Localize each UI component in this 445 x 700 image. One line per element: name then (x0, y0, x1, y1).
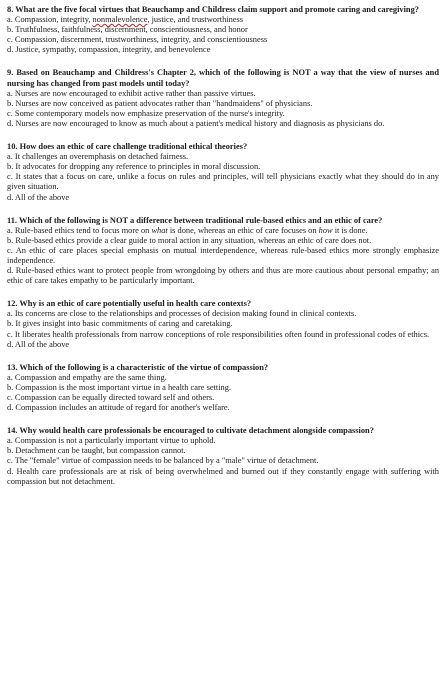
option-letter: a. (7, 225, 13, 235)
option-letter: c. (7, 245, 13, 255)
answer-option (7, 436, 439, 446)
option-letter: c. (7, 35, 13, 45)
question-prompt: What are the five focal virtues that Beauchamp and Childress claim support and promote caring and caregiving? (15, 5, 419, 14)
option-letter: c. (7, 329, 13, 339)
answer-option (7, 89, 439, 99)
answer-option (7, 236, 439, 246)
option-letter: a. (7, 372, 13, 382)
option-letter: c. (7, 456, 13, 466)
option-letter: a. (7, 436, 13, 446)
option-text: All of the above (14, 192, 70, 202)
answer-option (7, 119, 439, 129)
question-9 (7, 68, 439, 129)
answer-option (7, 109, 439, 119)
option-text: is done, whereas an ethic of care focuses on (167, 225, 319, 235)
question-text (7, 216, 439, 226)
question-number: 14. (7, 426, 18, 436)
answer-option (7, 162, 439, 172)
option-text: It advocates for dropping any reference to principles in moral discussion. (15, 162, 261, 172)
answer-option (7, 45, 439, 55)
option-letter: d. (7, 118, 14, 128)
question-text (7, 68, 439, 88)
option-text: Nurses are now conceived as patient advocates rather than "handmaidens" of physicians. (15, 98, 313, 108)
option-letter: d. (7, 403, 14, 413)
option-letter: b. (7, 446, 14, 456)
option-text: Compassion is the most important virtue in a health care setting. (15, 382, 231, 392)
answer-option (7, 340, 439, 350)
option-text: Rule-based ethics tend to focus more on (14, 225, 152, 235)
question-number: 12. (7, 299, 18, 309)
option-letter: a. (7, 88, 13, 98)
option-letter: a. (7, 152, 13, 162)
option-text: Nurses are now encouraged to know as much about a patient's medical history and diagnosis as physicians do. (15, 118, 385, 128)
option-letter: b. (7, 235, 14, 245)
spellcheck-flagged-word: nonmalevolence (92, 15, 148, 25)
option-text: Truthfulness, faithfulness, discernment, conscientiousness, and honor (15, 25, 248, 35)
option-letter: b. (7, 162, 14, 172)
option-text: Compassion is not a particularly important virtue to uphold. (14, 436, 216, 446)
option-text: Rule-based ethics provide a clear guide to moral action in any situation, whereas an ethic of care does not. (15, 235, 372, 245)
question-text (7, 5, 439, 15)
emphasized-word: how (318, 225, 333, 235)
option-letter: d. (7, 339, 14, 349)
option-text: Some contemporary models now emphasize preservation of the nurse's integrity. (14, 108, 285, 118)
question-text (7, 363, 439, 373)
option-letter: d. (7, 466, 14, 476)
option-text: It states that a focus on care, unlike a focus on rules and principles, will tell physicians exactly what they should do in any given situation. (7, 172, 439, 192)
option-text: It gives insight into basic commitments of caring and caretaking. (15, 319, 233, 329)
option-text: Rule-based ethics want to protect people from wrongdoing by others and thus are more cautious about personal empathy; an ethic of care takes empathy to be particularly important. (7, 266, 440, 286)
answer-option (7, 319, 439, 329)
question-10 (7, 142, 439, 203)
option-letter: c. (7, 172, 13, 182)
option-letter: b. (7, 98, 14, 108)
question-prompt: Based on Beauchamp and Childress's Chapter 2, which of the following is NOT a way that the view of nurses and nursing has changed from past models until today? (7, 68, 439, 88)
answer-option (7, 403, 439, 413)
question-number: 8. (7, 5, 14, 14)
answer-option (7, 246, 439, 266)
answer-option (7, 330, 439, 340)
answer-option (7, 172, 439, 192)
option-text: All of the above (14, 339, 70, 349)
answer-option (7, 373, 439, 383)
option-letter: a. (7, 15, 13, 25)
option-letter: d. (7, 45, 14, 55)
option-text: Justice, sympathy, compassion, integrity, and benevolence (15, 45, 211, 55)
emphasized-word: what (151, 225, 168, 235)
option-text: Compassion, discernment, trustworthiness, integrity, and conscientiousness (14, 35, 268, 45)
option-text: Detachment can be taught, but compassion cannot. (15, 446, 186, 456)
option-text: Nurses are now encouraged to exhibit active rather than passive virtues. (14, 88, 256, 98)
answer-option (7, 393, 439, 403)
question-11 (7, 216, 439, 287)
question-13 (7, 363, 439, 413)
question-number: 10. (7, 142, 18, 152)
question-text (7, 142, 439, 152)
option-text: Compassion, integrity, (14, 15, 93, 25)
option-letter: d. (7, 266, 14, 276)
answer-option (7, 383, 439, 393)
option-letter: c. (7, 393, 13, 402)
answer-option (7, 456, 439, 466)
option-letter: d. (7, 192, 14, 202)
option-letter: c. (7, 108, 13, 118)
question-number: 11. (7, 215, 18, 225)
answer-option (7, 309, 439, 319)
question-prompt: Why is an ethic of care potentially useful in health care contexts? (19, 299, 252, 309)
answer-option (7, 467, 439, 487)
answer-option (7, 266, 439, 286)
answer-option (7, 226, 439, 236)
question-prompt: How does an ethic of care challenge traditional ethical theories? (19, 142, 248, 152)
question-text (7, 426, 439, 436)
option-text: Health care professionals are at risk of being overwhelmed and burned out if they constantly engage with suffering with compassion but not detachment. (7, 466, 439, 486)
option-text: Compassion includes an attitude of regard for another's welfare. (15, 403, 230, 413)
option-text: , justice, and trustworthiness (147, 15, 244, 25)
option-text: Compassion and empathy are the same thing. (14, 372, 167, 382)
answer-option (7, 193, 439, 203)
option-letter: a. (7, 309, 13, 319)
question-12 (7, 299, 439, 349)
answer-option (7, 25, 439, 35)
answer-option (7, 99, 439, 109)
question-prompt: Why would health care professionals be encouraged to cultivate detachment alongside compassion? (19, 426, 374, 436)
question-prompt: Which of the following is NOT a difference between traditional rule-based ethics and an ethic of care? (18, 215, 383, 225)
question-14 (7, 426, 439, 487)
option-text: It challenges an overemphasis on detached fairness. (14, 152, 189, 162)
answer-option (7, 15, 439, 25)
option-letter: b. (7, 382, 14, 392)
answer-option (7, 152, 439, 162)
answer-option (7, 446, 439, 456)
question-8 (7, 5, 439, 55)
question-number: 9. (7, 68, 14, 78)
option-text: Compassion can be equally directed toward self and others. (14, 393, 215, 402)
question-prompt: Which of the following is a characteristic of the virtue of compassion? (19, 362, 269, 372)
option-letter: b. (7, 319, 14, 329)
option-letter: b. (7, 25, 14, 35)
option-text: it is done. (332, 225, 368, 235)
question-text (7, 299, 439, 309)
option-text: It liberates health professionals from narrow conceptions of role responsibilities often found in professional codes of ethics. (14, 329, 430, 339)
option-text: The "female" virtue of compassion needs to be balanced by a "male" virtue of detachment. (14, 456, 319, 466)
option-text: Its concerns are close to the relationships and processes of decision making found in clinical contexts. (14, 309, 357, 319)
option-text: An ethic of care places special emphasis on mutual interdependence, whereas rule-based ethics more strongly emphasize independence. (7, 245, 439, 265)
answer-option (7, 35, 439, 45)
question-number: 13. (7, 362, 18, 372)
